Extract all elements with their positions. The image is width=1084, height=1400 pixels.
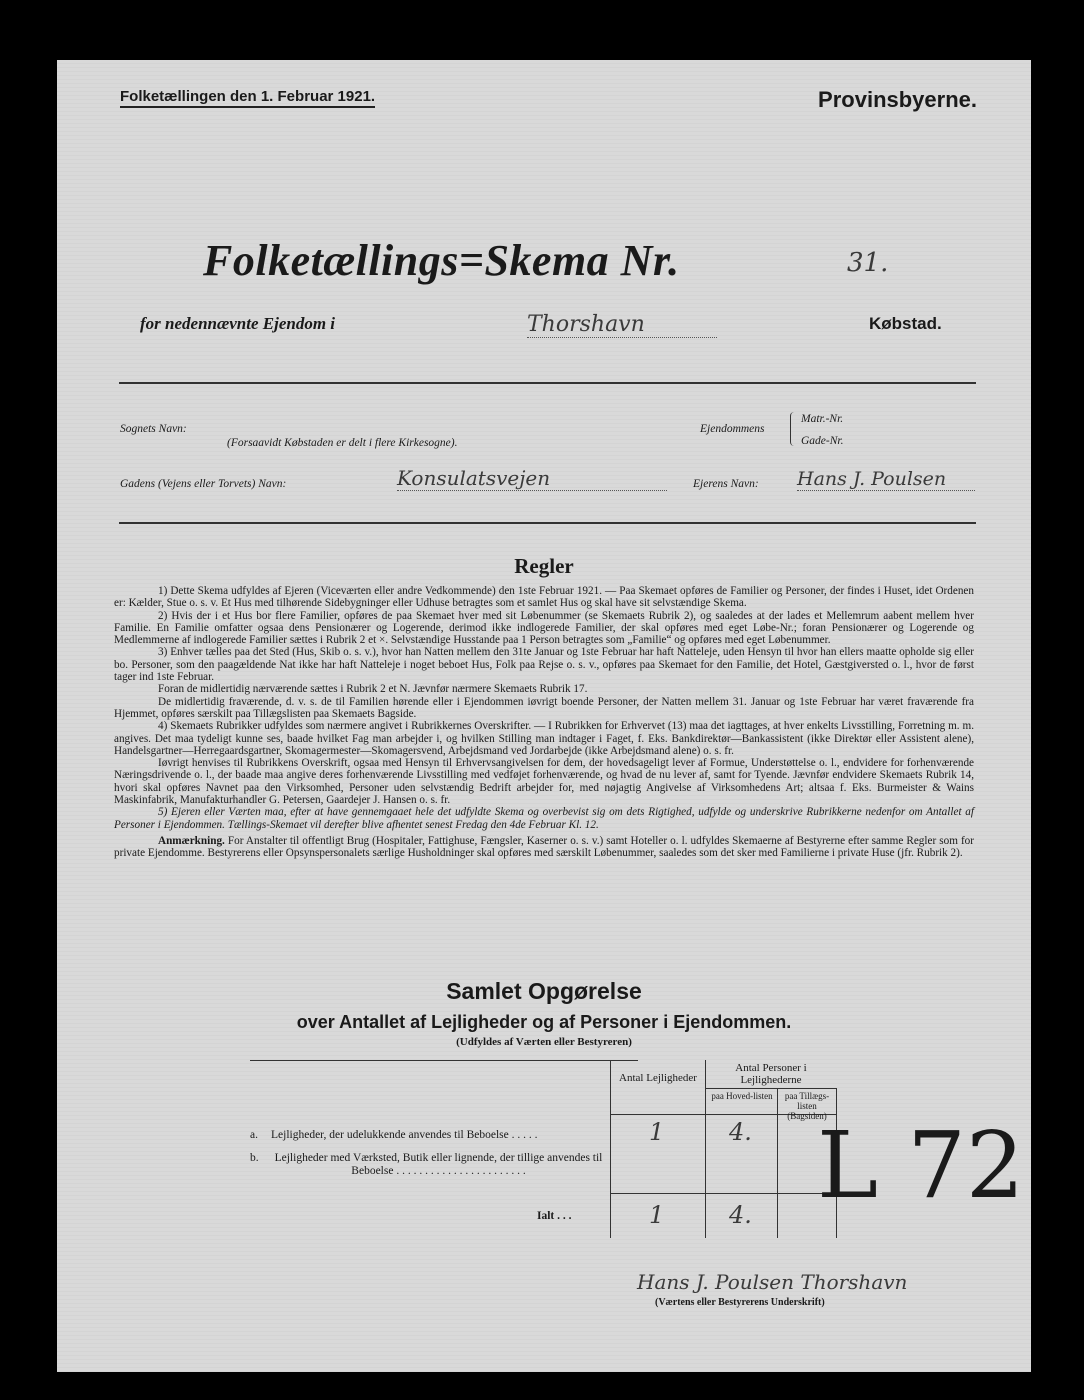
owner-name: Hans J. Poulsen (797, 468, 975, 491)
table-top-line (250, 1060, 638, 1061)
rule-paragraph: 1) Dette Skema udfyldes af Ejeren (Viceværten eller andre Vedkommende) den 1ste Februar 1921. — Paa Skemaet opføres de Familier og Personer, der findes i Huset, idet Ordenen er: Kælder, Stue o. s. v. Et Hus med tilhørende Sidebygninger eller Udhuse betragtes som et samlet Hus og skal have sit selvstændige Skema. (114, 585, 974, 610)
table-hline (705, 1088, 836, 1089)
row-a-persons: 4. (729, 1118, 752, 1146)
rule-paragraph: De midlertidig fraværende, d. v. s. de til Familien hørende eller i Ejendommen iøvrigt boende Personer, der Natten mellem 31. Januar og 1ste Februar har været fraværende fra Hjemmet, opføres særskilt paa Tillægslisten paa Skemaets Bagside. (114, 695, 974, 720)
col-main-list: paa Hoved-listen (711, 1091, 773, 1101)
form-title: Folketællings=Skema Nr. (203, 236, 680, 285)
kobstad-label: Købstad. (869, 314, 942, 333)
row-a-label: Lejligheder, der udelukkende anvendes til Beboelse . . . . . (271, 1129, 538, 1141)
summary-title: Samlet Opgørelse (446, 978, 642, 1004)
rule-paragraph: Foran de midlertidig nærværende sættes i Rubrik 2 et N. Jævnfør nærmere Skemaets Rubrik 17. (158, 683, 588, 696)
row-a-letter: a. (250, 1129, 258, 1141)
census-form (57, 60, 1031, 1372)
rule-paragraph: 2) Hvis der i et Hus bor flere Familier, opføres de paa Skemaet hver med sit Løbenummer (se Skemaets Rubrik 2), og saaledes at der lades et Mellemrum aabent mellem hver Familie. En Familie omfatter ogsaa dens Pensionærer og Logerende, derimod ikke indlogerede Familier, der skal opføres med eget Løbe-Nr.; foran Pensionærer og Logerende og Medlemmerne af indlogerede Familier sættes i Rubrik 2 et ×. Selvstændige Husstande paa 1 Person betragtes som „Familie“ og opføres med eget Løbenummer. (114, 609, 974, 647)
rule-paragraph: 4) Skemaets Rubrikker udfyldes som nærmere angivet i Rubrikkernes Overskrifter. — I Rubrikken for Erhvervet (13) maa det iagttages, at hver enkelts Livsstilling, Forretning m. m. angives. Det maa tydeligt kunne ses, baade hvilket Fag man arbejder i, og hvilken Stilling man indtager i Faget, f. Eks. Bankdirektør—Bankassistent (ikke Direktør eller Assistent alene), Handelsgartner—Herregaardsgartner, Skomagermester—Skomagersvend, Arbejdsmand ved Jordarbejde (ikke Arbejdsmand alene) o. s. fr. (114, 720, 974, 757)
row-a-apartments: 1 (649, 1118, 665, 1146)
col-apartments: Antal Lejligheder (619, 1072, 697, 1084)
margin-annotation: L 72 (817, 1112, 1025, 1219)
rules-text (114, 585, 974, 860)
matr-label: Matr.-Nr. (801, 413, 844, 425)
parish-note: (Forsaavidt Købstaden er delt i flere Kirkesogne). (227, 437, 458, 449)
table-hline (610, 1193, 836, 1194)
census-date-header: Folketællingen den 1. Februar 1921. (120, 88, 375, 108)
rule-paragraph: Iøvrigt henvises til Rubrikkens Overskrift, ogsaa med Hensyn til Erhvervsangivelsen for dem, der hovedsageligt lever af Formue, Understøttelse o. l., endvidere for forhenværende Næringsdrivende o. l., der baade maa angive deres forhenværende Livsstilling med vedføjet forhenværende, og hvad de nu lever af, samt for Tyende. Jævnfør endvidere Skemaets Rubrik 14, hvori skal opføres Navnet paa den Virksomhed, Personer uden selvstændig Bedrift arbejder for, med nøjagtig Angivelse af Virksomhedens Art; altsaa f. Eks. Burmeister & Wains Maskinfabrik, Manufakturhandler G. Petersen, Gaardejer J. Hansen o. s. fr. (114, 757, 974, 807)
rule-paragraph: 3) Enhver tælles paa det Sted (Hus, Skib o. s. v.), hvor han Natten mellem den 31te Januar og 1ste Februar har haft Natteleje, uden Hensyn til hvor han ellers maatte opholde sig eller bo. Personer, som den paagældende Nat ikke har haft Natteleje i noget beboet Hus, Folk paa Rejse o. s. v., opføres paa Skemaet for den Familie, det Hotel, Gæstgiversted o. l., hvor de først tager ind 1ste Februar. (114, 646, 974, 684)
divider-mid (119, 522, 976, 524)
row-b-letter: b. (250, 1152, 259, 1164)
property-brace (790, 412, 796, 446)
rule-paragraph: 5) Ejeren eller Værten maa, efter at have gennemgaaet hele det udfyldte Skema og overbevist sig om dets Rigtighed, udfylde og underskrive Rubrikkerne nedenfor om Antallet af Personer i Ejendommen. Tællings-Skemaet vil derefter blive afhentet senest Fredag den 4de Februar Kl. 12. (114, 806, 974, 831)
summary-subtitle: over Antallet af Lejligheder og af Personer i Ejendommen. (296, 1012, 792, 1032)
row-b-label: Lejligheder med Værksted, Butik eller lignende, der tillige anvendes til Beboelse . . . . . . . . . . . . . . . . . . . . . . . (274, 1152, 603, 1177)
col-supplement-list: paa Tillægs-listen (Bagsiden) (784, 1091, 830, 1121)
table-vline (705, 1060, 706, 1238)
rule-note (114, 835, 974, 860)
table-vline (610, 1060, 611, 1238)
parish-label: Sognets Navn: (120, 423, 187, 435)
divider-top (119, 382, 976, 384)
col-persons: Antal Personer i Lejlighederne (735, 1062, 807, 1086)
signature: Hans J. Poulsen Thorshavn (637, 1270, 908, 1294)
gade-nr-label: Gade-Nr. (801, 435, 844, 447)
note-text: For Anstalter til offentligt Brug (Hospitaler, Fattighuse, Fængsler, Kaserner o. s. v.) samt Hoteller o. l. udfyldes Skemaerne af Bestyrerne efter samme Regler som for private Ejendomme. Bestyrerens eller Opsynspersonalets særlige Husholdninger skal opføres med særskilt Løbenummer, saaledes som det sker med Familierne i private Huse (jfr. Rubrik 2). (114, 834, 974, 860)
note-label: Anmærkning. (158, 834, 225, 847)
summary-note: (Udfyldes af Værten eller Bestyreren) (456, 1036, 632, 1048)
province-header: Provinsbyerne. (818, 87, 977, 112)
property-label: for nedennævnte Ejendom i (140, 314, 336, 333)
total-persons: 4. (729, 1201, 752, 1229)
street-name-label: Gadens (Vejens eller Torvets) Navn: (120, 478, 287, 490)
town-name: Thorshavn (527, 312, 717, 338)
form-number: 31. (847, 248, 889, 278)
rules-title: Regler (514, 554, 574, 578)
owner-label: Ejerens Navn: (693, 478, 759, 490)
signature-caption: (Værtens eller Bestyrerens Underskrift) (655, 1297, 825, 1308)
street-name-value: Konsulatsvejen (397, 466, 667, 491)
total-label: Ialt . . . (537, 1210, 572, 1222)
total-apartments: 1 (649, 1201, 665, 1229)
property-no-label: Ejendommens (700, 423, 765, 435)
